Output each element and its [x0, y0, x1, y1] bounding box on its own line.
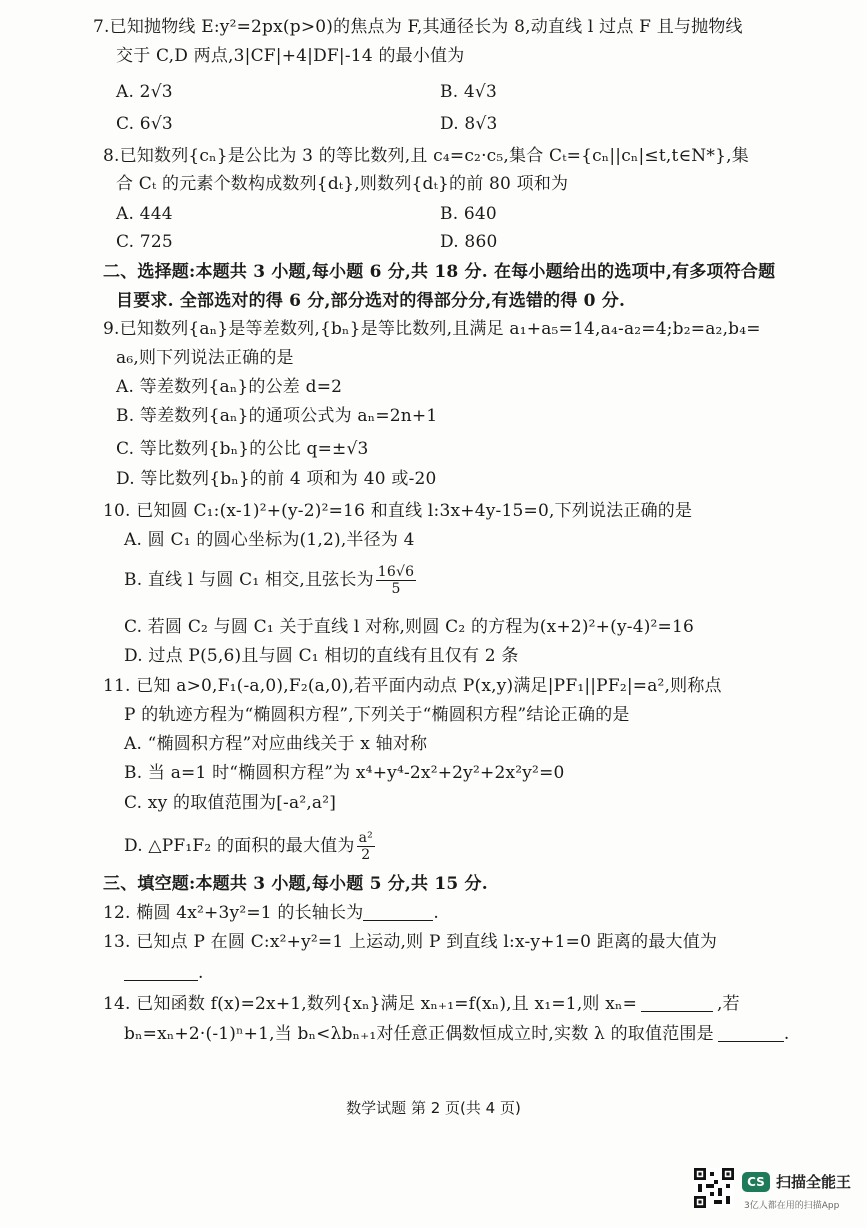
q11-stem-line2: P 的轨迹方程为“椭圆积方程”,下列关于“椭圆积方程”结论正确的是 [124, 705, 630, 725]
section2-heading-line2: 目要求. 全部选对的得 6 分,部分选对的得部分分,有选错的得 0 分. [116, 291, 626, 311]
scanner-slogan: 3亿人都在用的扫描App [744, 1201, 840, 1211]
scanner-app-name: 扫描全能王 [776, 1173, 852, 1191]
q14-text-c: bₙ=xₙ+2·(-1)ⁿ+1,当 bₙ<λbₙ₊₁对任意正偶数恒成立时,实数 λ 的取值范围是 [124, 1024, 714, 1044]
scanner-logo-icon: CS [742, 1172, 770, 1192]
q8-stem-line2: 合 Cₜ 的元素个数构成数列{dₜ},则数列{dₜ}的前 80 项和为 [116, 174, 569, 194]
q9-option-d: D. 等比数列{bₙ}的前 4 项和为 40 或-20 [116, 469, 437, 489]
q12-answer-blank[interactable] [363, 902, 433, 921]
q11-option-b: B. 当 a=1 时“椭圆积方程”为 x⁴+y⁴-2x²+2y²+2x²y²=0 [124, 763, 565, 783]
q13-answer-line [124, 961, 204, 985]
qr-code-icon [694, 1168, 734, 1208]
q13-end: . [198, 963, 204, 983]
q11-option-c: C. xy 的取值范围为[-a²,a²] [124, 793, 337, 813]
q14-line1 [103, 992, 740, 1016]
q11-option-d-text: D. △PF₁F₂ 的面积的最大值为 [124, 836, 355, 856]
q7-option-a: A. 2√3 [116, 82, 173, 102]
q10-option-a: A. 圆 C₁ 的圆心坐标为(1,2),半径为 4 [124, 530, 415, 550]
q12 [103, 901, 439, 925]
q11-option-d [124, 830, 375, 863]
q7-option-c: C. 6√3 [116, 114, 173, 134]
section2-heading-line1: 二、选择题:本题共 3 小题,每小题 6 分,共 18 分. 在每小题给出的选项中,有多项符合题 [103, 262, 776, 282]
q14-end: . [783, 1024, 790, 1044]
q9-stem-line2: a₆,则下列说法正确的是 [116, 348, 294, 368]
q7-stem-line1: 7.已知抛物线 E:y²=2px(p>0)的焦点为 F,其通径长为 8,动直线 l 过点 F 且与抛物线 [93, 17, 743, 37]
q14-answer-blank-1[interactable] [641, 993, 713, 1012]
q8-option-a: A. 444 [116, 204, 173, 224]
q13-stem: 13. 已知点 P 在圆 C:x²+y²=1 上运动,则 P 到直线 l:x-y+1=0 距离的最大值为 [103, 932, 718, 952]
q9-stem-line1: 9.已知数列{aₙ}是等差数列,{bₙ}是等比数列,且满足 a₁+a₅=14,a₄-a₂=4;b₂=a₂,b₄= [103, 319, 761, 339]
q7-option-b: B. 4√3 [440, 82, 497, 102]
q10-option-b-fraction [376, 564, 416, 597]
page-footer: 数学试题 第 2 页(共 4 页) [346, 1099, 521, 1117]
q7-option-d: D. 8√3 [440, 114, 498, 134]
q9-option-c: C. 等比数列{bₙ}的公比 q=±√3 [116, 439, 369, 459]
q8-option-c: C. 725 [116, 232, 173, 252]
q9-option-a: A. 等差数列{aₙ}的公差 d=2 [116, 377, 343, 397]
q10-option-b [124, 564, 416, 597]
q11-option-d-denominator: 2 [361, 847, 371, 863]
q10-option-b-denominator: 5 [391, 581, 401, 597]
section3-heading: 三、填空题:本题共 3 小题,每小题 5 分,共 15 分. [103, 874, 488, 894]
q12-text: 12. 椭圆 4x²+3y²=1 的长轴长为 [103, 903, 364, 923]
q7-stem-line2: 交于 C,D 两点,3|CF|+4|DF|-14 的最小值为 [116, 46, 465, 66]
q11-option-d-numerator: a² [358, 830, 373, 846]
q13-answer-blank[interactable] [124, 962, 198, 981]
q12-end: . [433, 903, 440, 923]
q10-option-d: D. 过点 P(5,6)且与圆 C₁ 相切的直线有且仅有 2 条 [124, 646, 519, 666]
q14-text-a: 14. 已知函数 f(x)=2x+1,数列{xₙ}满足 xₙ₊₁=f(xₙ),且 x₁=1,则 xₙ= [103, 994, 638, 1014]
q10-option-c: C. 若圆 C₂ 与圆 C₁ 关于直线 l 对称,则圆 C₂ 的方程为(x+2)²+(y-4)²=16 [124, 617, 695, 637]
q10-option-b-numerator: 16√6 [377, 564, 415, 580]
q10-option-b-text: B. 直线 l 与圆 C₁ 相交,且弦长为 [124, 570, 374, 590]
q8-option-d: D. 860 [440, 232, 498, 252]
q11-option-a: A. “椭圆积方程”对应曲线关于 x 轴对称 [124, 734, 428, 754]
q14-line2 [124, 1022, 789, 1046]
q11-stem-line1: 11. 已知 a>0,F₁(-a,0),F₂(a,0),若平面内动点 P(x,y)满足|PF₁||PF₂|=a²,则称点 [103, 676, 722, 696]
q14-text-b: ,若 [717, 994, 740, 1014]
q11-option-d-fraction [357, 830, 375, 863]
q8-stem-line1: 8.已知数列{cₙ}是公比为 3 的等比数列,且 c₄=c₂·c₅,集合 Cₜ={cₙ||cₙ|≤t,t∈N*},集 [103, 146, 749, 166]
q8-option-b: B. 640 [440, 204, 497, 224]
q9-option-b: B. 等差数列{aₙ}的通项公式为 aₙ=2n+1 [116, 406, 438, 426]
q14-answer-blank-2[interactable] [718, 1023, 784, 1042]
q10-stem: 10. 已知圆 C₁:(x-1)²+(y-2)²=16 和直线 l:3x+4y-15=0,下列说法正确的是 [103, 501, 693, 521]
